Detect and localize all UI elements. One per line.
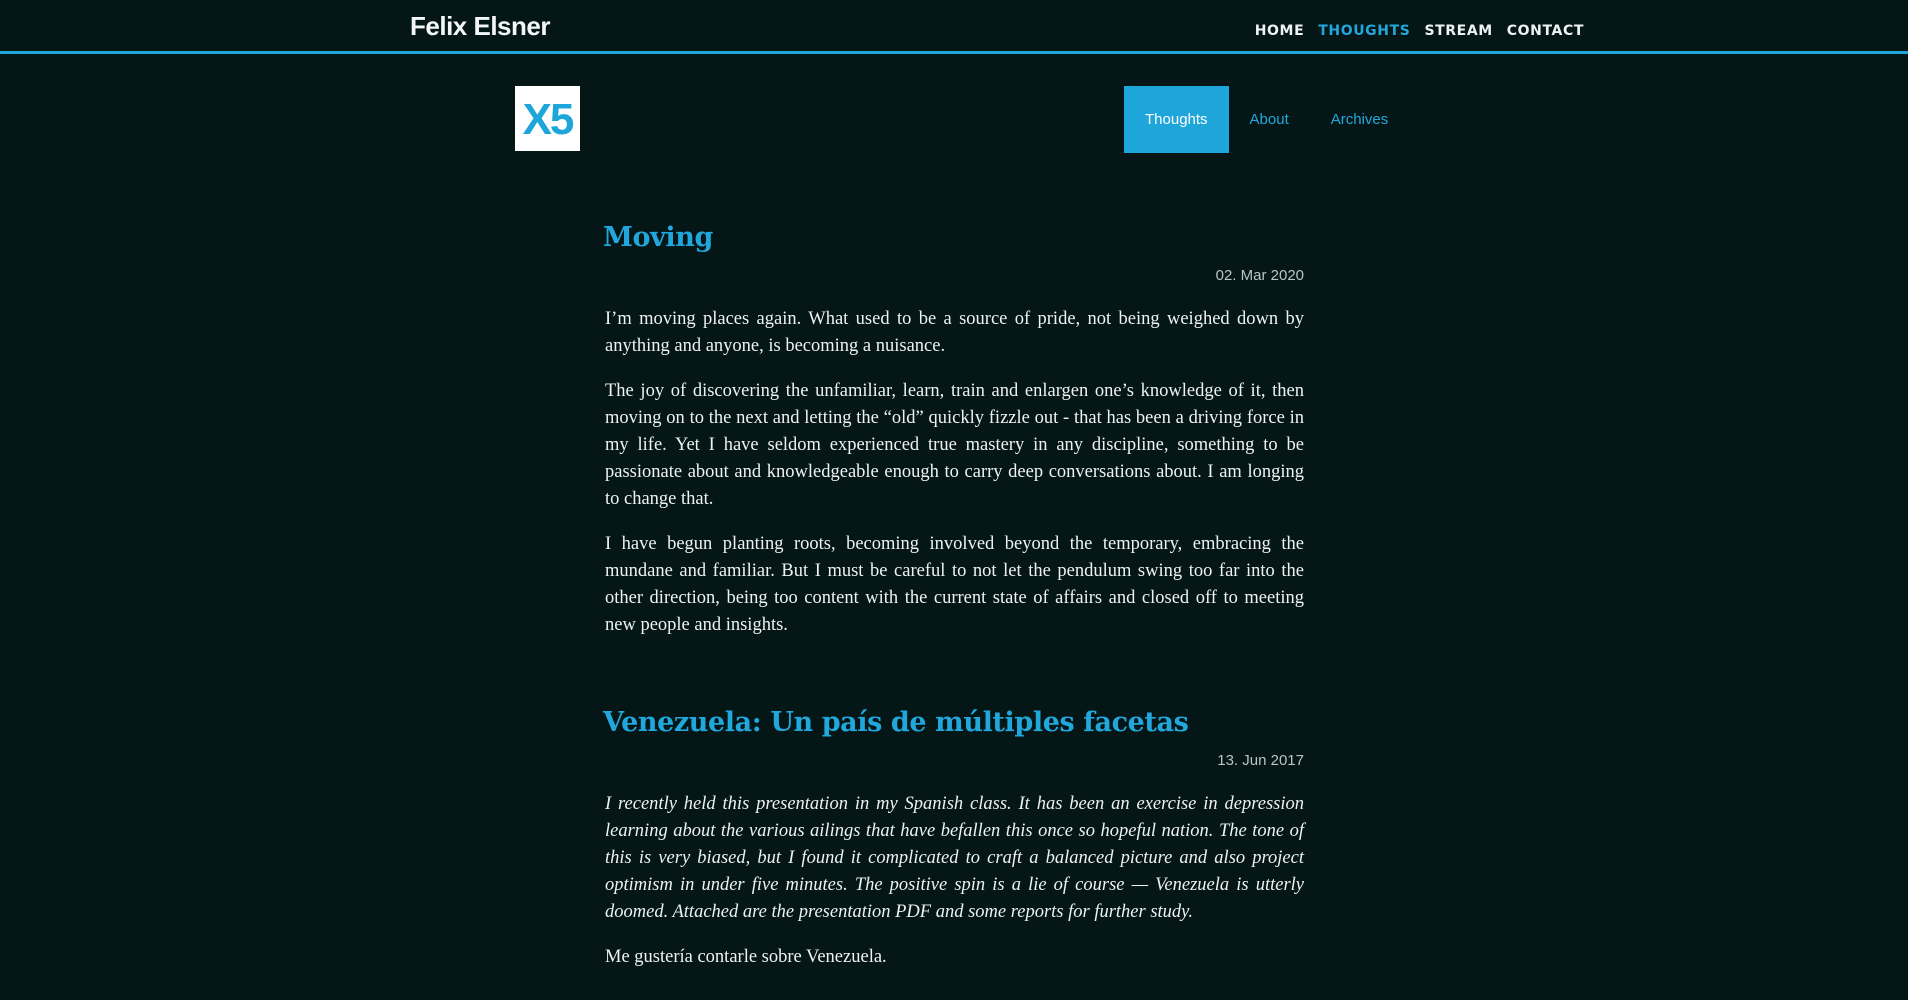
post-venezuela bbox=[605, 701, 1304, 971]
post-intro: I recently held this presentation in my Spanish class. It has been an exercise in depression learning about the various ailings that have befallen this once so hopeful nation. The tone of this is very biased, but I found it complicated to craft a balanced picture and also project optimism in under five minutes. The positive spin is a lie of course — Venezuela is utterly doomed. Attached are the presentation PDF and some reports for further study. bbox=[605, 794, 1304, 922]
blog-nav-archives[interactable]: Archives bbox=[1330, 111, 1389, 128]
post-moving bbox=[605, 216, 1304, 639]
post-paragraph: The joy of discovering the unfamiliar, learn, train and enlargen one’s knowledge of it, then moving on to the next and letting the “old” quickly fizzle out - that has been a driving force in my life. Yet I have seldom experienced true mastery in any discipline, something to be passionate about and knowledgeable enough to carry deep conversations about. I am longing to change that. bbox=[605, 381, 1304, 509]
post-title[interactable]: Venezuela: Un país de múltiples facetas bbox=[603, 707, 1189, 738]
site-title[interactable]: Felix Elsner bbox=[410, 11, 550, 41]
post-paragraph: Me gustería contarle sobre Venezuela. bbox=[605, 947, 887, 967]
nav-home[interactable]: HOME bbox=[1254, 23, 1305, 39]
post-list bbox=[605, 216, 1304, 1000]
nav-thoughts[interactable]: THOUGHTS bbox=[1318, 23, 1411, 39]
top-header bbox=[0, 0, 1908, 54]
blog-logo[interactable] bbox=[515, 86, 580, 151]
main-nav bbox=[1255, 23, 1584, 39]
blog-nav-about[interactable]: About bbox=[1249, 111, 1289, 128]
blog-nav bbox=[1124, 86, 1409, 153]
nav-stream[interactable]: STREAM bbox=[1424, 23, 1493, 39]
nav-contact[interactable]: CONTACT bbox=[1506, 23, 1584, 39]
blog-logo-text: X5 bbox=[522, 94, 573, 144]
blog-nav-thoughts[interactable]: Thoughts bbox=[1124, 86, 1229, 153]
post-title[interactable]: Moving bbox=[603, 222, 713, 253]
post-date: 13. Jun 2017 bbox=[1217, 752, 1304, 769]
post-date: 02. Mar 2020 bbox=[1215, 267, 1304, 284]
post-paragraph: I’m moving places again. What used to be a source of pride, not being weighed down by anything and anyone, is becoming a nuisance. bbox=[605, 309, 1304, 356]
post-paragraph: I have begun planting roots, becoming involved beyond the temporary, embracing the mundane and familiar. But I must be careful to not let the pendulum swing too far into the other direction, being too content with the current state of affairs and closed off to meeting new people and insights. bbox=[605, 534, 1304, 635]
